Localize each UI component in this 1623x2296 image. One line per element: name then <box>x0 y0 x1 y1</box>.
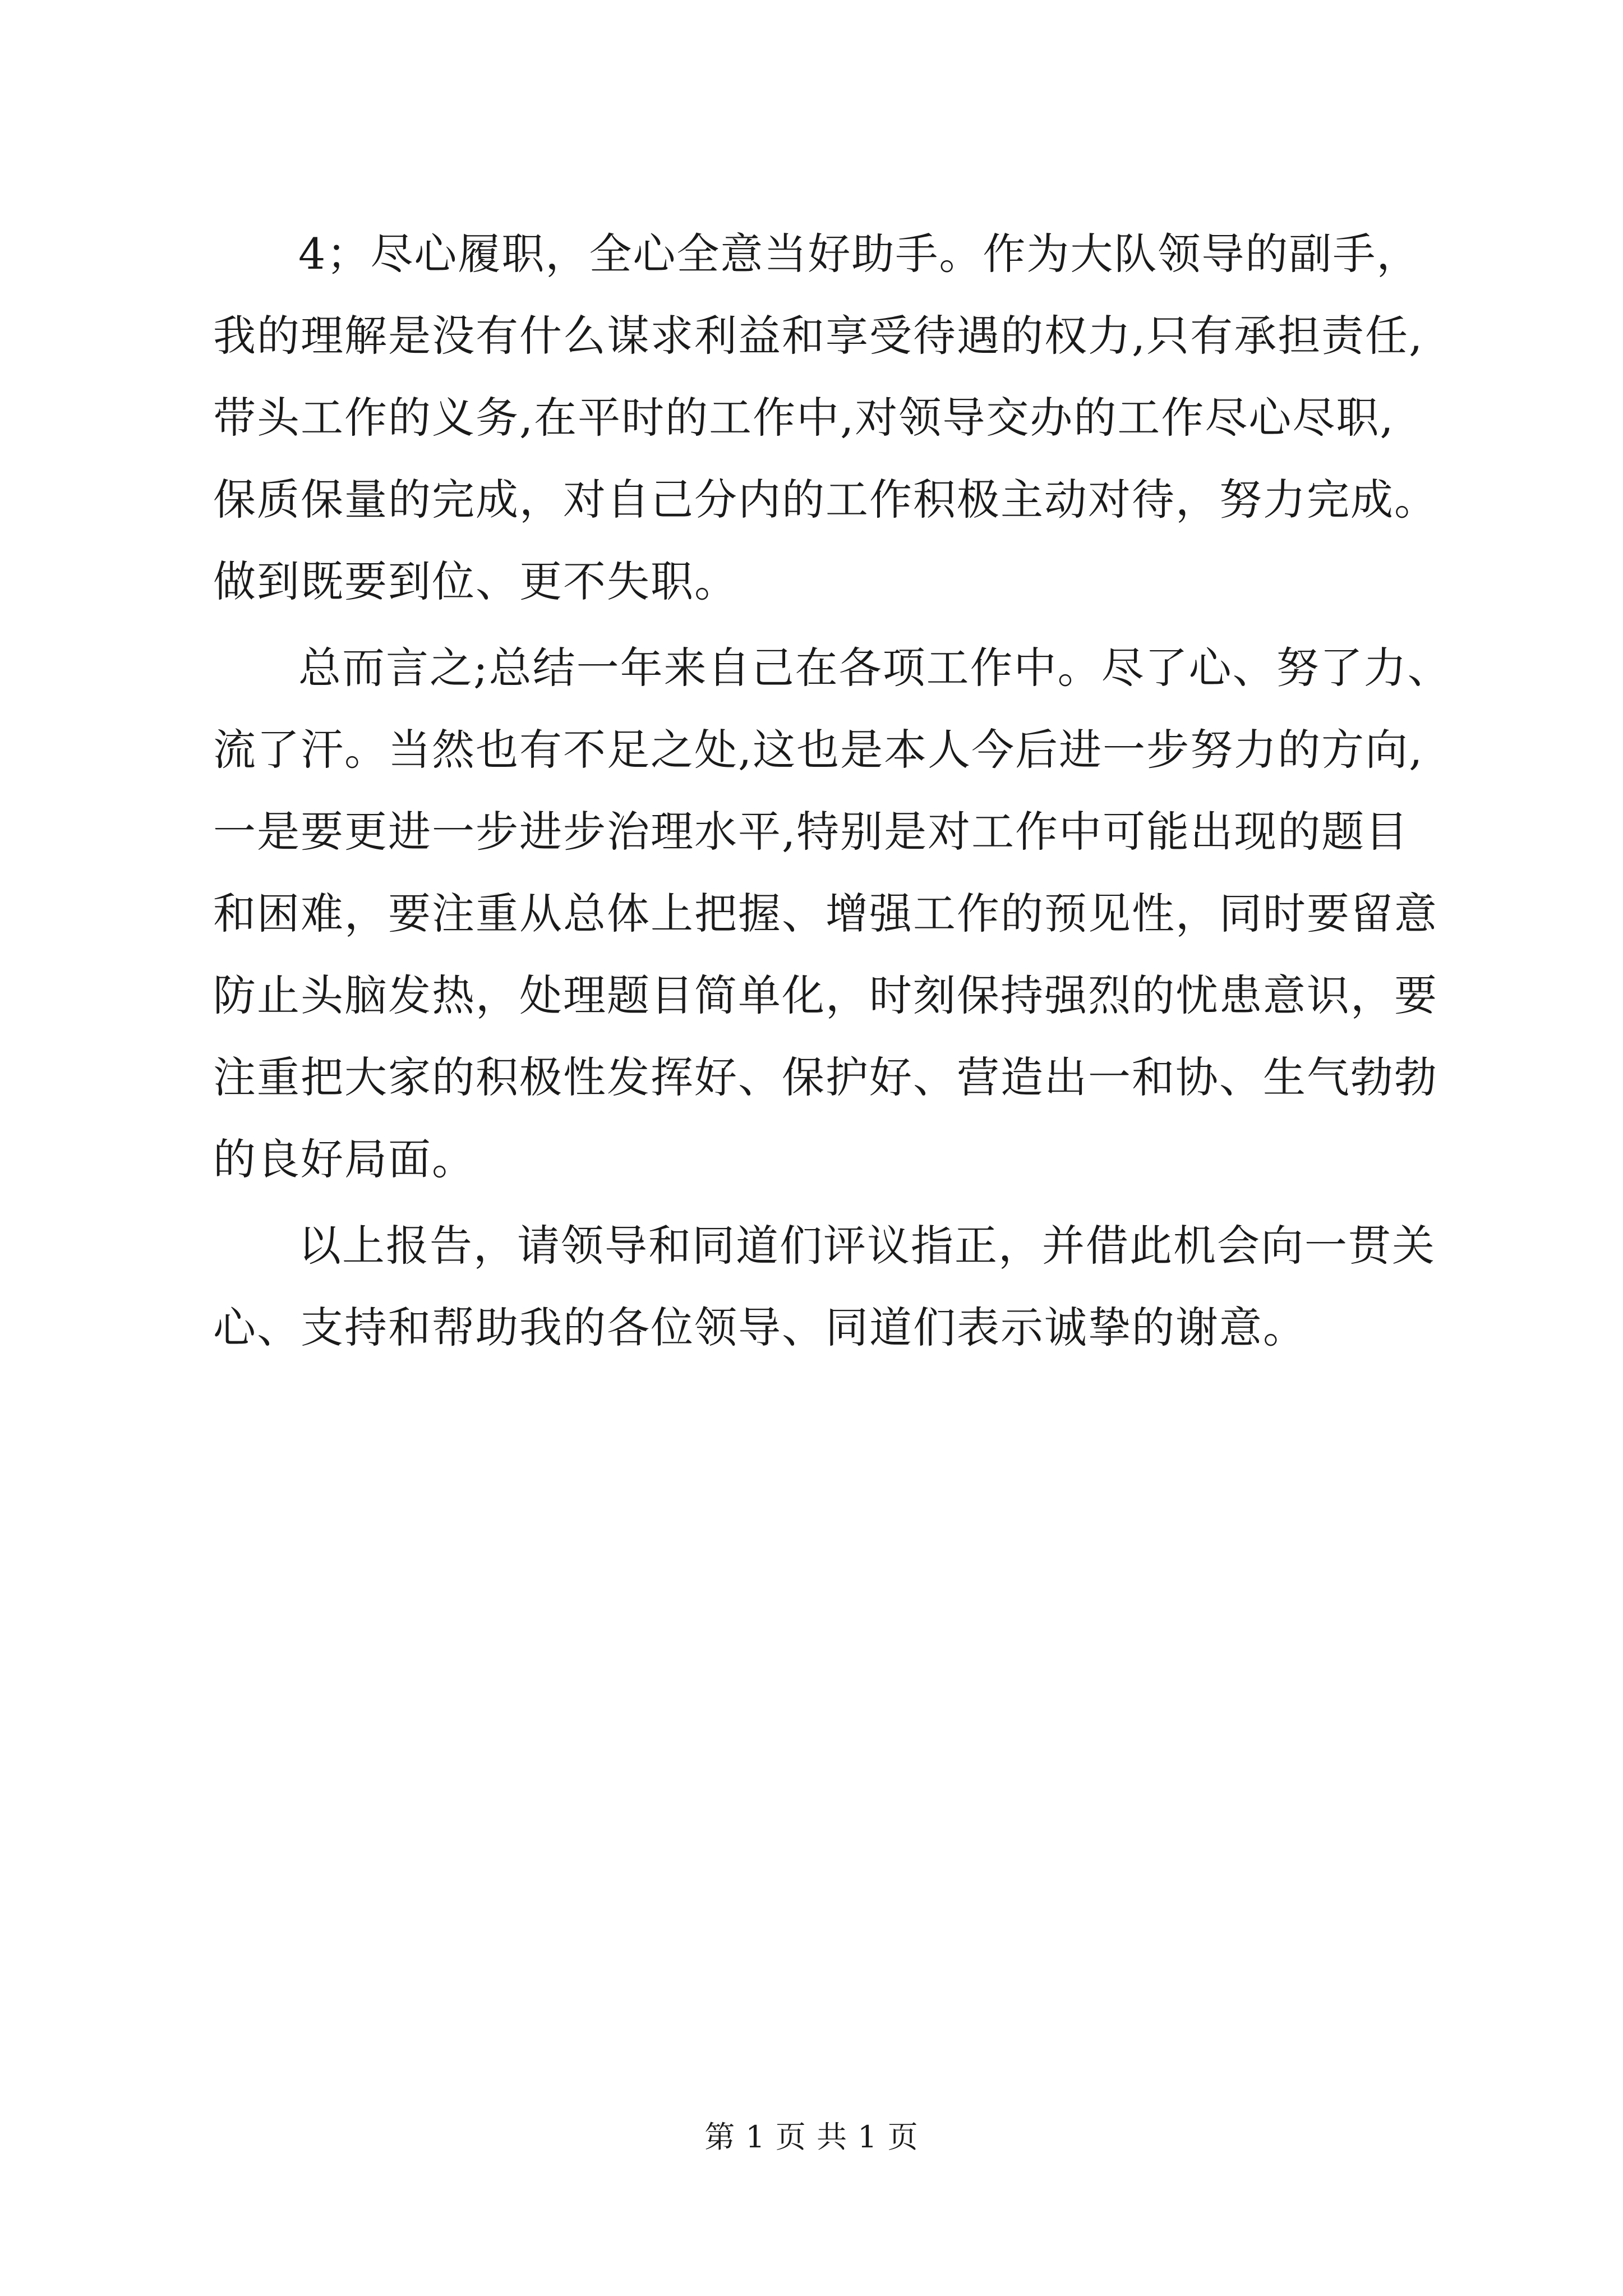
document-body <box>213 213 1469 1369</box>
page-footer: 第 1 页 共 1 页 <box>704 2119 919 2155</box>
paragraph-spacer <box>213 1200 1469 1205</box>
paragraph-1 <box>213 213 1469 623</box>
text-line: 一是要更进一步进步治理水平,特别是对工作中可能出现的题目 <box>213 807 1409 857</box>
text-line: 做到既要到位、更不失职。 <box>213 556 738 606</box>
paragraph-spacer <box>213 623 1469 627</box>
text-line: 以上报告，请领导和同道们评议指正，并借此机会向一贯关 <box>298 1221 1436 1271</box>
text-line: 防止头脑发热，处理题目简单化，时刻保持强烈的忧患意识，要 <box>213 970 1438 1020</box>
text-line: 我的理解是没有什么谋求利益和享受待遇的权力,只有承担责任, <box>213 311 1424 361</box>
text-line: 总而言之;总结一年来自己在各项工作中。尽了心、努了力、 <box>298 643 1451 693</box>
text-line: 注重把大家的积极性发挥好、保护好、营造出一和协、生气勃勃 <box>213 1052 1438 1102</box>
text-line: 流了汗。当然也有不足之处,这也是本人今后进一步努力的方向, <box>213 725 1424 775</box>
text-line: 的良好局面。 <box>213 1134 476 1184</box>
text-line: 和困难，要注重从总体上把握、增强工作的预见性，同时要留意 <box>213 889 1438 938</box>
paragraph-3 <box>213 1205 1469 1369</box>
text-line: 4；尽心履职，全心全意当好助手。作为大队领导的副手， <box>298 229 1421 279</box>
text-line: 心、支持和帮助我的各位领导、同道们表示诚挚的谢意。 <box>213 1303 1307 1352</box>
paragraph-2 <box>213 627 1469 1200</box>
text-line: 带头工作的义务,在平时的工作中,对领导交办的工作尽心尽职, <box>213 393 1395 443</box>
text-line: 保质保量的完成，对自己分内的工作积极主动对待，努力完成。 <box>213 475 1438 524</box>
